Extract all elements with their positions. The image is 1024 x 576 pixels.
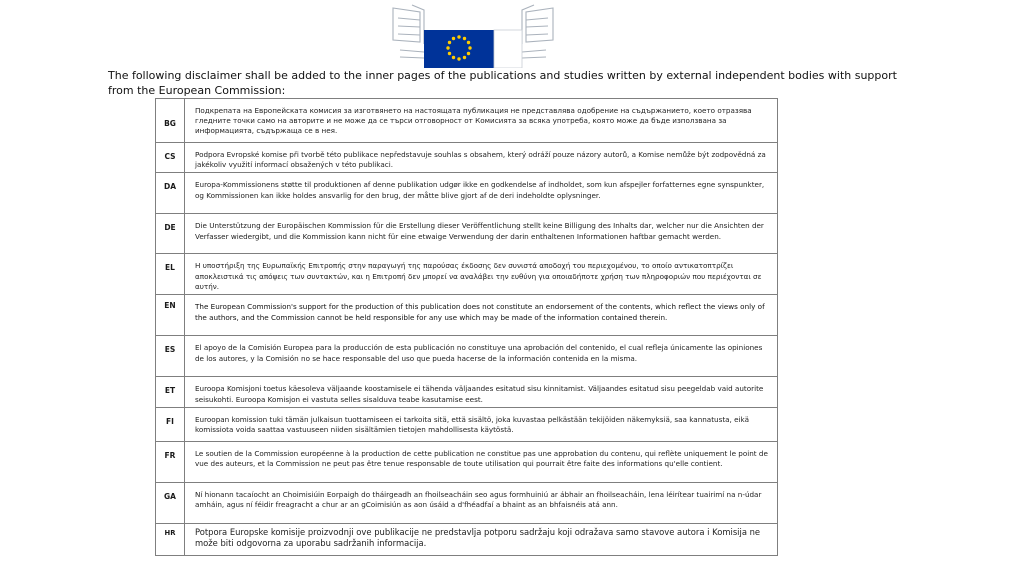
- disclaimer-text: The European Commission's support for the production of this publication does not constitute an endorsement of the contents, which reflect the views only of the authors, and the Commission cannot be held responsible for any use which may be made of the information contained therein.: [185, 295, 778, 336]
- language-code: DA: [156, 173, 185, 214]
- disclaimer-text: Podpora Evropské komise při tvorbě této publikace nepředstavuje souhlas s obsahem, který odráží pouze názory autorů, a Komise nemůže být zodpovědná za jakékoliv využití informací obsažených v této publikaci.: [185, 143, 778, 173]
- disclaimer-text: Ní hionann tacaíocht an Choimisiúin Eorpaigh do tháirgeadh an fhoilseacháin seo agus formhuiniú ar ábhair an fhoilseacháin, lena léirítear tuairimí na n-údar amháin, agus ní féidir freagracht a chur ar an gCoimisiún as aon úsáid a d'fhéadfaí a bhaint as an bhfaisnéis atá ann.: [185, 482, 778, 523]
- language-code: GA: [156, 482, 185, 523]
- disclaimer-table: [155, 98, 778, 556]
- disclaimer-text: Potpora Europske komisije proizvodnji ove publikacije ne predstavlja potporu sadržaju koji odražava samo stavove autora i Komisija ne može biti odgovorna za uporabu sadržanih informacija.: [185, 523, 778, 555]
- table-row: [156, 99, 778, 143]
- language-code: DE: [156, 214, 185, 254]
- language-code: CS: [156, 143, 185, 173]
- table-row: [156, 523, 778, 555]
- disclaimer-text: Η υποστήριξη της Ευρωπαϊκής Επιτροπής στην παραγωγή της παρούσας έκδοσης δεν συνιστά αποδοχή του περιεχομένου, το οποίο αντικατοπτρίζει αποκλειστικά τις απόψεις των συντακτών, και η Επιτροπή δεν μπορεί να αναλάβει την ευθύνη για οποιαδήποτε χρήση των πληροφοριών που περιέχονται σε αυτήν.: [185, 254, 778, 295]
- language-code: EL: [156, 254, 185, 295]
- table-row: [156, 336, 778, 377]
- language-code: HR: [156, 523, 185, 555]
- language-code: ET: [156, 377, 185, 407]
- language-code: ES: [156, 336, 185, 377]
- language-code: FR: [156, 441, 185, 482]
- table-row: [156, 407, 778, 441]
- table-row: [156, 173, 778, 214]
- disclaimer-text: Europa-Kommissionens støtte til produktionen af denne publikation udgør ikke en godkendelse af indholdet, som kun afspejler forfatternes egne synspunkter, og Kommissionen kan ikke holdes ansvarlig for den brug, der måtte blive gjort af de deri indeholdte oplysninger.: [185, 173, 778, 214]
- disclaimer-text: Euroopa Komisjoni toetus käesoleva väljaande koostamisele ei tähenda väljaandes esitatud sisu kinnitamist. Väljaandes esitatud sisu peegeldab vaid autorite seisukohti. Euroopa Komisjon ei vastuta selles sisalduva teabe kasutamise eest.: [185, 377, 778, 407]
- table-row: [156, 377, 778, 407]
- disclaimer-text: Euroopan komission tuki tämän julkaisun tuottamiseen ei tarkoita sitä, että sisältö, joka kuvastaa pelkästään tekijöiden näkemyksiä, saa kannatusta, eikä komissiota voida saattaa vastuuseen niiden sisältämien tietojen mahdollisesta käytöstä.: [185, 407, 778, 441]
- language-code: BG: [156, 99, 185, 143]
- disclaimer-text: El apoyo de la Comisión Europea para la producción de esta publicación no constituye una aprobación del contenido, el cual refleja únicamente las opiniones de los autores, y la Comisión no se hace responsable del uso que pueda hacerse de la información contenida en la misma.: [185, 336, 778, 377]
- table-row: [156, 482, 778, 523]
- table-row: [156, 214, 778, 254]
- language-code: FI: [156, 407, 185, 441]
- table-row: [156, 295, 778, 336]
- table-row: [156, 254, 778, 295]
- table-row: [156, 441, 778, 482]
- language-code: EN: [156, 295, 185, 336]
- disclaimer-intro: The following disclaimer shall be added to the inner pages of the publications and studies written by external independent bodies with support from the European Commission:: [108, 69, 897, 97]
- european-commission-logo: [390, 2, 556, 68]
- disclaimer-text: Le soutien de la Commission européenne à la production de cette publication ne constitue pas une approbation du contenu, qui reflète uniquement le point de vue des auteurs, et la Commission ne peut pas être tenue responsable de toute utilisation qui pourrait être faite des informations qu'elle contient.: [185, 441, 778, 482]
- disclaimer-text: Подкрепата на Европейската комисия за изготвянето на настоящата публикация не представлява одобрение на съдържанието, което отразява гледните точки само на авторите и не може да се търси отговорност от Комисията за всяка употреба, която може да бъде използвана за информацията, съдържаща се в нея.: [185, 99, 778, 143]
- disclaimer-text: Die Unterstützung der Europäischen Kommission für die Erstellung dieser Veröffentlichung stellt keine Billigung des Inhalts dar, welcher nur die Ansichten der Verfasser wiedergibt, und die Kommission kann nicht für eine etwaige Verwendung der darin enthaltenen Informationen haftbar gemacht werden.: [185, 214, 778, 254]
- table-row: [156, 143, 778, 173]
- european-commission-logo-icon: [390, 2, 556, 68]
